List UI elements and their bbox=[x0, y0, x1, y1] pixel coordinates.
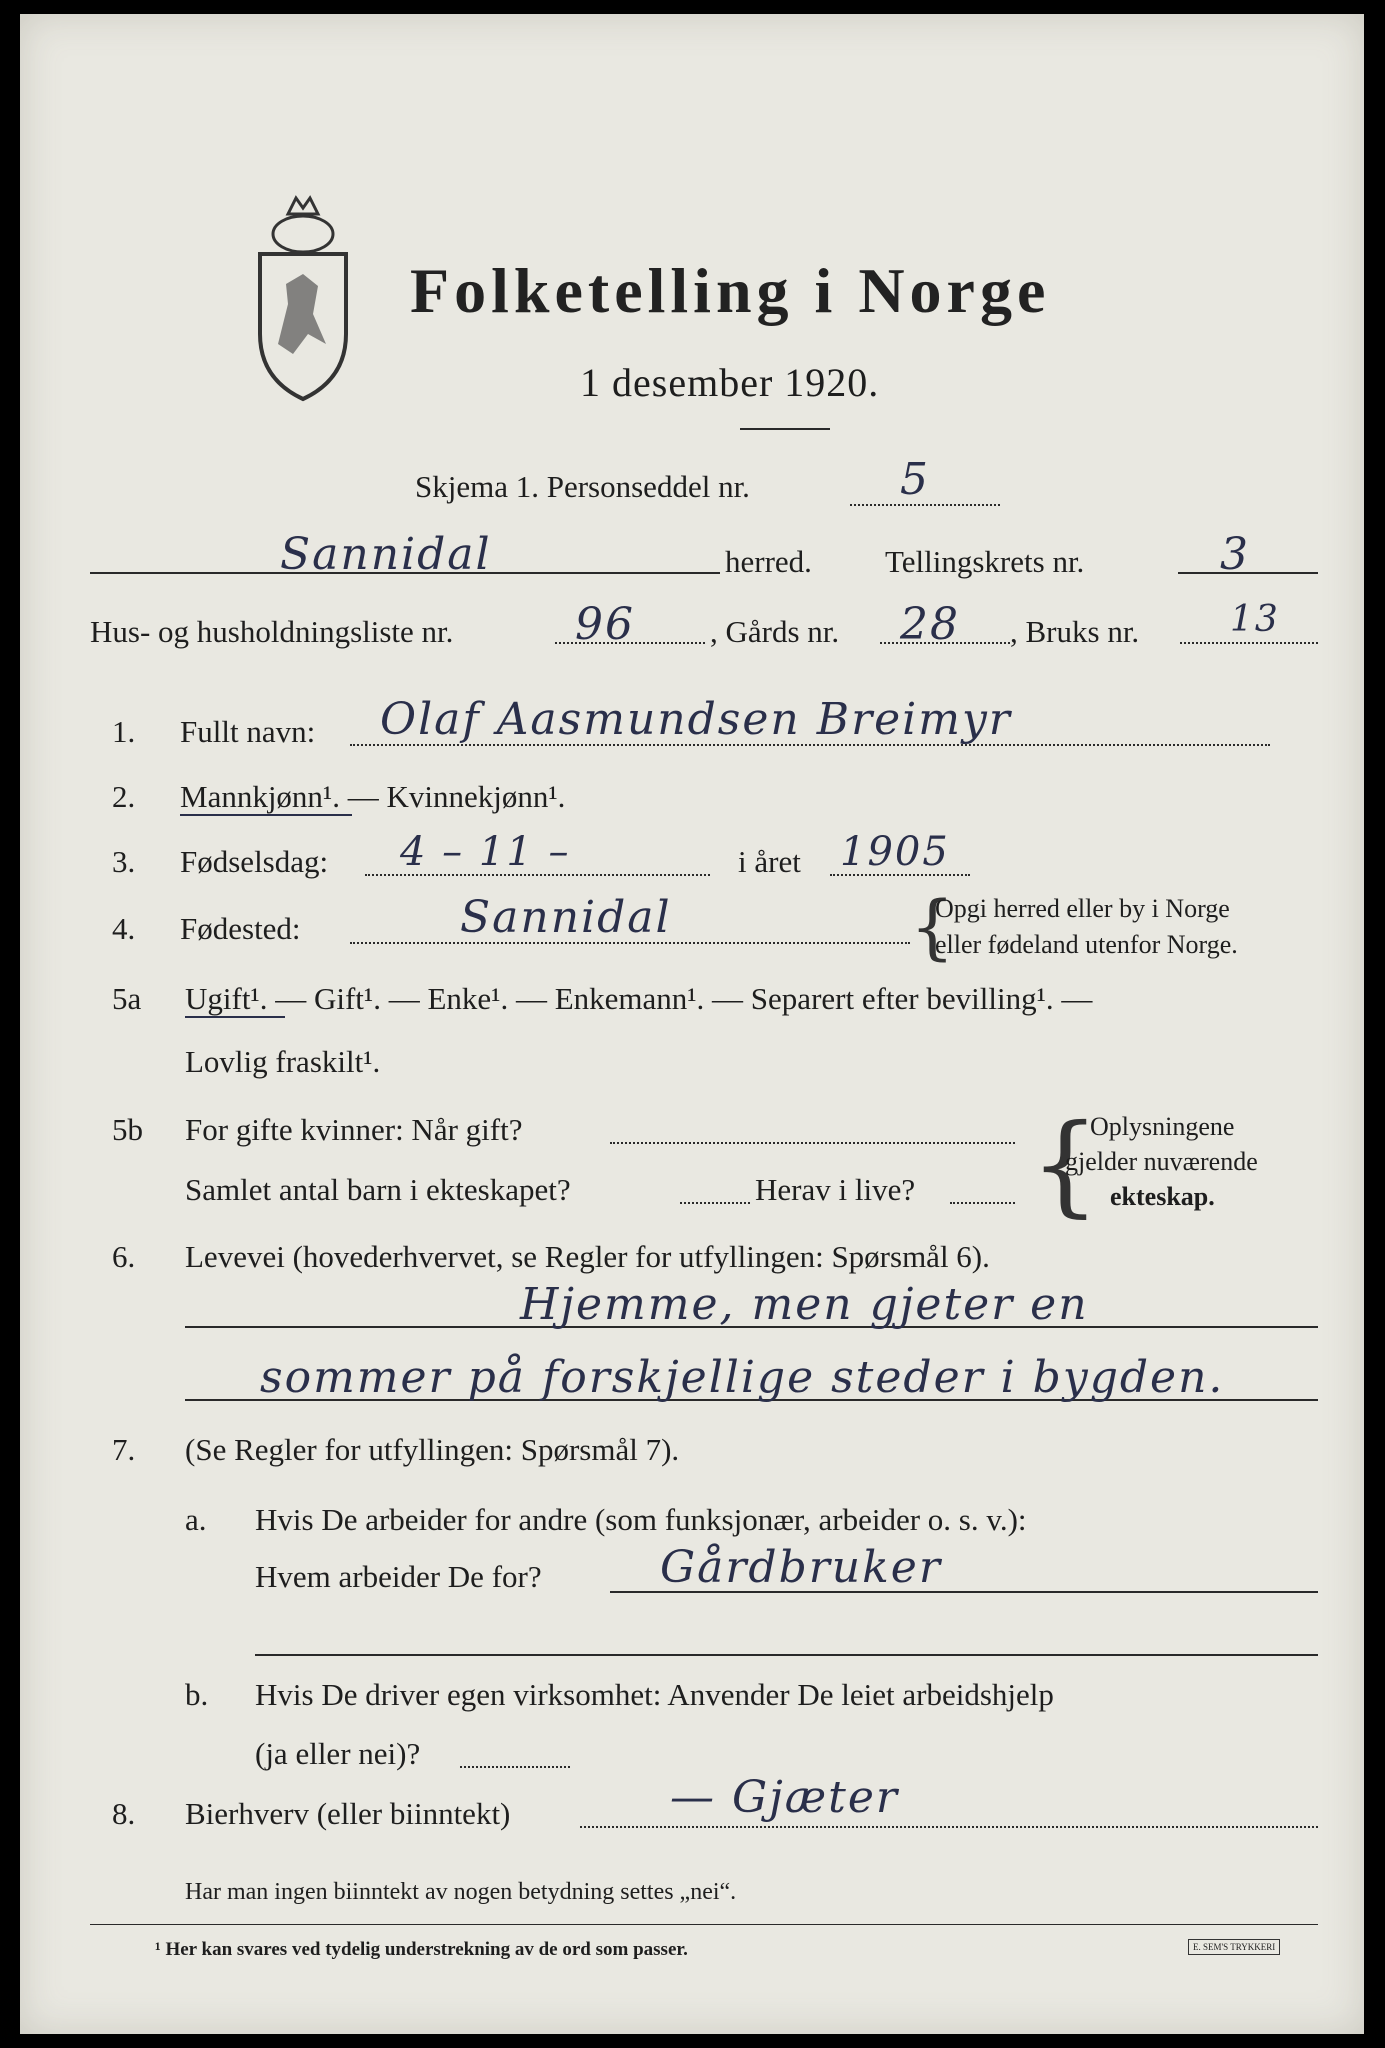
bruks-line bbox=[1180, 642, 1318, 644]
title-divider bbox=[740, 428, 830, 430]
q7a-label-line2: Hvem arbeider De for? bbox=[255, 1559, 542, 1594]
birthplace-value[interactable]: Sannidal bbox=[460, 892, 672, 943]
ugift-underline bbox=[185, 1016, 285, 1018]
q5b-brace: { bbox=[1030, 1100, 1100, 1228]
q1-label: Fullt navn: bbox=[180, 714, 316, 749]
q7b-letter: b. bbox=[185, 1677, 209, 1712]
q5b-note-line2: gjelder nuværende bbox=[1065, 1147, 1258, 1176]
q5b-when-line bbox=[610, 1142, 1015, 1144]
q1-number: 1. bbox=[112, 714, 136, 749]
hus-nr-value[interactable]: 96 bbox=[575, 599, 635, 650]
q7-label: (Se Regler for utfyllingen: Spørsmål 7). bbox=[185, 1432, 680, 1467]
q7-number: 7. bbox=[112, 1432, 136, 1467]
q8-line bbox=[580, 1826, 1318, 1828]
q7b-label: Hvis De driver egen virksomhet: Anvender De leiet arbeidshjelp bbox=[255, 1677, 1054, 1712]
q6-number: 6. bbox=[112, 1239, 136, 1274]
birthdate-value[interactable]: 4 – 11 – bbox=[400, 829, 571, 875]
herred-value[interactable]: Sannidal bbox=[280, 529, 492, 580]
q4-note-line1: Opgi herred eller by i Norge bbox=[935, 894, 1230, 923]
q4-note-line2: eller fødeland utenfor Norge. bbox=[935, 930, 1238, 959]
q7b-line bbox=[460, 1766, 570, 1768]
bruks-nr-value[interactable]: 13 bbox=[1230, 599, 1280, 640]
footnote: ¹ Her kan svares ved tydelig understrekning av de ord som passer. bbox=[155, 1939, 688, 1960]
q5b-note-line1: Oplysningene bbox=[1090, 1112, 1235, 1141]
q2-number: 2. bbox=[112, 779, 136, 814]
q8-number: 8. bbox=[112, 1796, 136, 1831]
q3-label: Fødselsdag: bbox=[180, 844, 329, 879]
occupation-value-line2[interactable]: sommer på forskjellige steder i bygden. bbox=[260, 1352, 1225, 1403]
q5a-label: Ugift¹. — Gift¹. — Enke¹. — Enkemann¹. — Separert efter bevilling¹. — bbox=[185, 981, 1093, 1016]
hus-label: Hus- og husholdningsliste nr. bbox=[90, 614, 454, 649]
q5a-label-line2: Lovlig fraskilt¹. bbox=[185, 1044, 381, 1079]
occupation-value-line1[interactable]: Hjemme, men gjeter en bbox=[520, 1279, 1089, 1330]
bruks-label: , Bruks nr. bbox=[1010, 614, 1140, 649]
form-title: Folketelling i Norge bbox=[410, 255, 1051, 326]
footer-divider bbox=[90, 1924, 1318, 1925]
q4-label: Fødested: bbox=[180, 911, 301, 946]
side-occupation-value[interactable]: — Gjæter bbox=[670, 1772, 899, 1823]
tellingskrets-label: Tellingskrets nr. bbox=[885, 544, 1085, 579]
q7a-line2 bbox=[255, 1654, 1318, 1656]
q4-number: 4. bbox=[112, 911, 136, 946]
q5b-label-children: Samlet antal barn i ekteskapet? bbox=[185, 1172, 571, 1207]
full-name-value[interactable]: Olaf Aasmundsen Breimyr bbox=[380, 694, 1012, 745]
q5a-number: 5a bbox=[112, 981, 142, 1016]
printer-stamp: E. SEM'S TRYKKERI bbox=[1188, 1939, 1280, 1955]
norwegian-coat-of-arms-icon bbox=[248, 194, 358, 404]
q5b-alive-line bbox=[950, 1202, 1015, 1204]
q2-label: Mannkjønn¹. — Kvinnekjønn¹. bbox=[180, 779, 566, 814]
personseddel-nr-value[interactable]: 5 bbox=[900, 454, 930, 505]
q7b-label-line2: (ja eller nei)? bbox=[255, 1736, 421, 1771]
tellingskrets-value[interactable]: 3 bbox=[1220, 529, 1250, 580]
employer-value[interactable]: Gårdbruker bbox=[660, 1542, 942, 1593]
q5b-note-line3: ekteskap. bbox=[1110, 1182, 1215, 1211]
q6-label: Levevei (hovederhvervet, se Regler for utfyllingen: Spørsmål 6). bbox=[185, 1239, 990, 1274]
year-label: i året bbox=[738, 844, 801, 879]
footer-note: Har man ingen biinntekt av nogen betydning settes „nei“. bbox=[185, 1879, 737, 1905]
q7a-letter: a. bbox=[185, 1502, 207, 1537]
q5b-children-line bbox=[680, 1202, 750, 1204]
census-date: 1 desember 1920. bbox=[580, 360, 880, 405]
gards-label: , Gårds nr. bbox=[710, 614, 840, 649]
q5b-label-alive: Herav i live? bbox=[755, 1172, 916, 1207]
q3-number: 3. bbox=[112, 844, 136, 879]
birth-year-value[interactable]: 1905 bbox=[840, 829, 950, 875]
skjema-label: Skjema 1. Personseddel nr. bbox=[415, 469, 750, 504]
herred-label: herred. bbox=[725, 544, 812, 579]
mannkjonn-underline bbox=[180, 814, 352, 816]
census-form-sheet bbox=[20, 14, 1364, 2034]
q7a-label: Hvis De arbeider for andre (som funksjonær, arbeider o. s. v.): bbox=[255, 1502, 1027, 1537]
gards-nr-value[interactable]: 28 bbox=[900, 599, 960, 650]
q4-brace: { bbox=[910, 886, 955, 968]
q8-label: Bierhverv (eller biinntekt) bbox=[185, 1796, 511, 1831]
q5b-label-when-married: For gifte kvinner: Når gift? bbox=[185, 1112, 523, 1147]
q5b-number: 5b bbox=[112, 1112, 143, 1147]
